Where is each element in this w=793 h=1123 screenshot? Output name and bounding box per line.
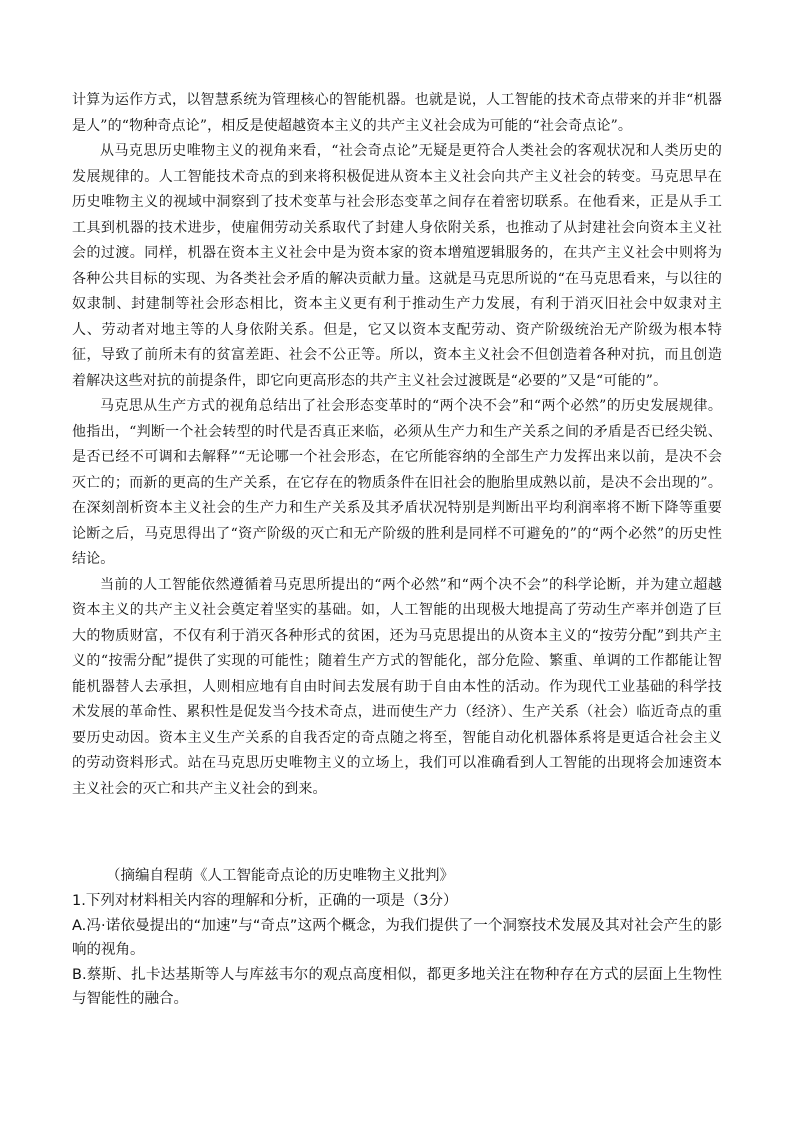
question-option-b: B.蔡斯、扎卡达基斯等人与库兹韦尔的观点高度相似，都更多地关注在物种存在方式的层面上生物性与智能性的融合。 <box>72 966 722 1007</box>
question-option-a: A.冯·诺依曼提出的“加速”与“奇点”这两个概念，为我们提供了一个洞察技术发展及其对社会产生的影响的视角。 <box>72 917 722 958</box>
article-paragraph-continued: 计算为运作方式，以智慧系统为管理核心的智能机器。也就是说，人工智能的技术奇点带来的并非“机器是人”的“物种奇点论”，相反是使超越资本主义的共产主义社会成为可能的“社会奇点论”。 <box>72 92 722 134</box>
article-body <box>72 88 722 802</box>
question-stem: 1.下列对材料相关内容的理解和分析，正确的一项是（3分） <box>72 893 458 909</box>
article-paragraph: 从马克思历史唯物主义的视角来看，“社会奇点论”无疑是更符合人类社会的客观状况和人类历史的发展规律的。人工智能技术奇点的到来将积极促进从资本主义社会向共产主义社会的转变。马克思早在历史唯物主义的视域中洞察到了技术变革与社会形态变革之间存在着密切联系。在他看来，正是从手工工具到机器的技术进步，使雇佣劳动关系取代了封建人身依附关系，也推动了从封建社会向资本主义社会的过渡。同样，机器在资本主义社会中是为资本家的资本增殖逻辑服务的，在共产主义社会中则将为各种公共目标的实现、为各类社会矛盾的解决贡献力量。这就是马克思所说的“在马克思看来，与以往的奴隶制、封建制等社会形态相比，资本主义更有利于推动生产力发展，有利于消灭旧社会中奴隶对主人、劳动者对地主等的人身依附关系。但是，它又以资本支配劳动、资产阶级统治无产阶级为根本特征，导致了前所未有的贫富差距、社会不公正等。所以，资本主义社会不但创造着各种对抗，而且创造着解决这些对抗的前提条件，即它向更高形态的共产主义社会过渡既是“必要的”又是“可能的”。 <box>72 143 722 389</box>
article-paragraph: 当前的人工智能依然遵循着马克思所提出的“两个必然”和“两个决不会”的科学论断，并为建立超越资本主义的共产主义社会奠定着坚实的基础。如，人工智能的出现极大地提高了劳动生产率并创造了巨大的物质财富，不仅有利于消灭各种形式的贫困，还为马克思提出的从资本主义的“按劳分配”到共产主义的“按需分配”提供了实现的可能性；随着生产方式的智能化，部分危险、繁重、单调的工作都能让智能机器替人去承担，人则相应地有自由时间去发展有助于自由本性的活动。作为现代工业基础的科学技术发展的革命性、累积性是促发当今技术奇点，进而使生产力（经济）、生产关系（社会）临近奇点的重要历史动因。资本主义生产关系的自我否定的奇点随之将至，智能自动化机器体系将是更适合社会主义的劳动资料形式。站在马克思历史唯物主义的立场上，我们可以准确看到人工智能的出现将会加速资本主义社会的灭亡和共产主义社会的到来。 <box>72 576 722 797</box>
article-source: （摘编自程萌《人工智能奇点论的历史唯物主义批判》 <box>106 868 454 884</box>
article-paragraph: 马克思从生产方式的视角总结出了社会形态变革时的“两个决不会”和“两个必然”的历史发展规律。他指出，“判断一个社会转型的时代是否真正来临，必须从生产力和生产关系之间的矛盾是否已经尖锐、是否已经不可调和去解释”“无论哪一个社会形态，在它所能容纳的全部生产力发挥出来以前，是决不会灭亡的；而新的更高的生产关系，在它存在的物质条件在旧社会的胞胎里成熟以前，是决不会出现的”。在深刻剖析资本主义社会的生产力和生产关系及其矛盾状况特别是判断出平均利润率将不断下降等重要论断之后，马克思得出了“资产阶级的灭亡和无产阶级的胜利是同样不可避免的”的“两个必然”的历史性结论。 <box>72 398 722 567</box>
question-block <box>72 889 722 1012</box>
